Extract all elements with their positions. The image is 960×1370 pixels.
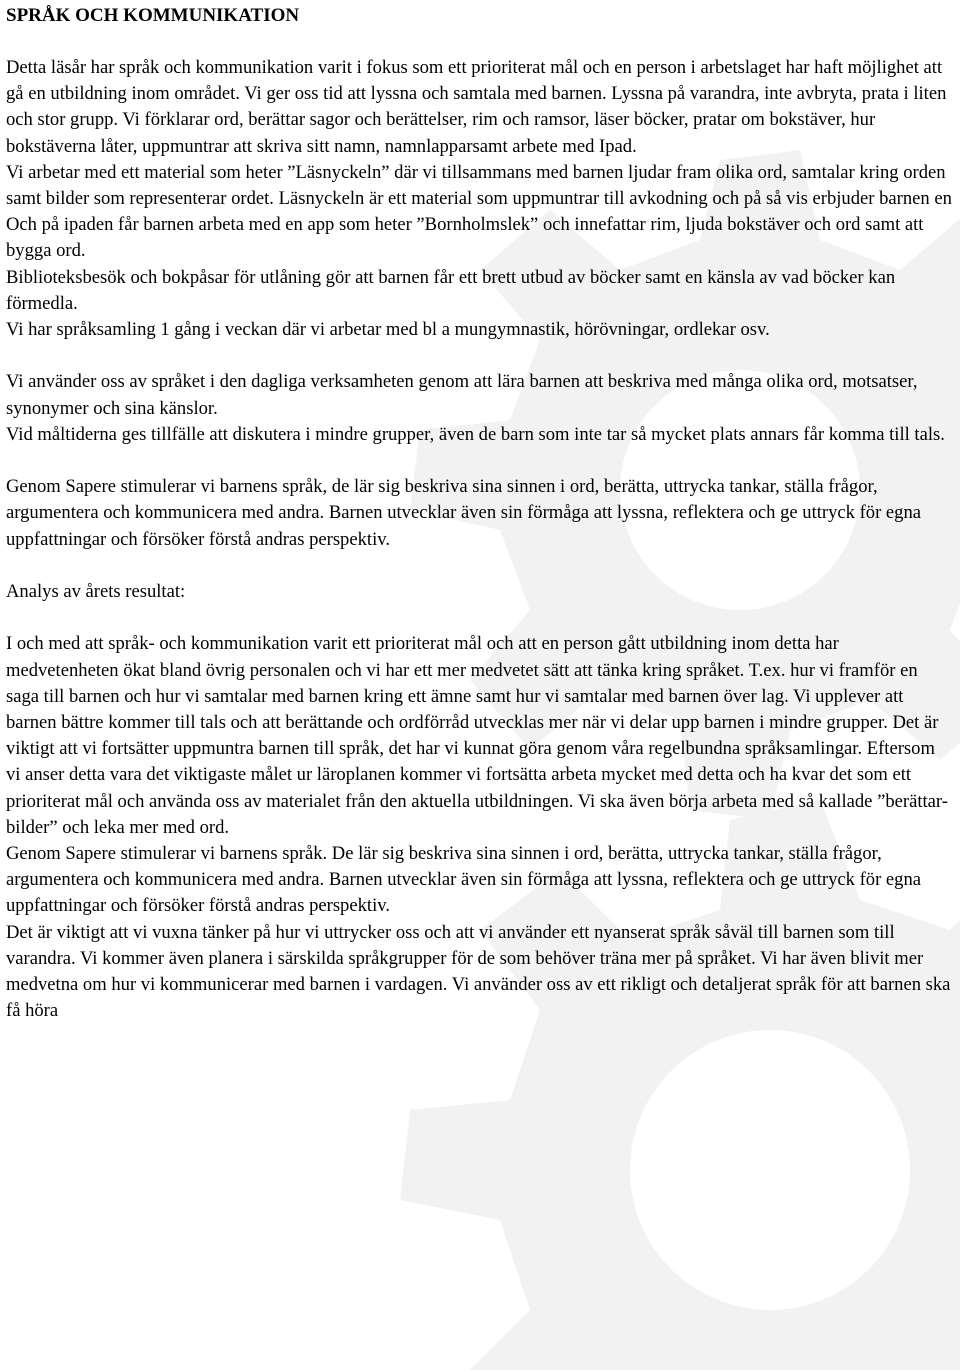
analysis-paragraph: I och med att språk- och kommunikation varit ett prioriterat mål och att en person gått utbildning inom detta har medvetenheten ökat bland övrig personalen och vi har ett mer medvetet sätt att tänka kring språket. T.ex. hur vi framför en saga till barnen och hur vi samtalar med barnen kring ett ämne samt hur vi samtalar med barnen över lag. Vi upplever att barnen bättre kommer till tals och att berättande och ordförråd utvecklas mer när vi delar upp barnen i mindre grupper. Det är viktigt att vi fortsätter uppmuntra barnen till språk, det har vi kunnat göra genom våra regelbundna språksamlingar. Eftersom vi anser detta vara det viktigaste målet ur läroplanen kommer vi fortsätta arbeta mycket med detta och ha kvar det som ett prioriterat mål och använda oss av materialet från den aktuella utbildningen. Vi ska även börja arbeta med så kallade ”berättar-bilder” och leka mer med ord. xyxy=(6,633,948,838)
daily-language-paragraph: Vi använder oss av språket i den dagliga verksamheten genom att lära barnen att beskriva med många olika ord, motsatser, synonymer och sina känslor. xyxy=(6,371,918,419)
document-body xyxy=(0,3,960,1024)
closing-paragraph: Det är viktigt att vi vuxna tänker på hur vi uttrycker oss och att vi använder ett nyanserat språk såväl till barnen som till varandra. Vi kommer även planera i särskilda språkgrupper för de som behöver träna mer på språket. Vi har även blivit mer medvetna om hur vi kommunicerar med barnen i vardagen. Vi använder oss av ett rikligt och detaljerat språk för att barnen ska få höra xyxy=(6,921,951,1022)
language-gathering-paragraph: Vi har språksamling 1 gång i veckan där vi arbetar med bl a mungymnastik, hörövningar, ordlekar osv. xyxy=(6,319,770,341)
sapere-analysis-paragraph: Genom Sapere stimulerar vi barnens språk. De lär sig beskriva sina sinnen i ord, berätta, uttrycka tankar, ställa frågor, argumentera och kommunicera med andra. Barnen utvecklar även sin förmåga att lyssna, reflektera och ge uttryck för egna uppfattningar och försöker förstå andras perspektiv. xyxy=(6,843,922,917)
mealtime-paragraph: Vid måltiderna ges tillfälle att diskutera i mindre grupper, även de barn som inte tar så mycket plats annars får komma till tals. xyxy=(6,423,945,445)
analysis-heading: Analys av årets resultat: xyxy=(6,581,186,603)
lasnyckeln-paragraph: Vi arbetar med ett material som heter ”Läsnyckeln” där vi tillsammans med barnen ljudar fram olika ord, samtalar kring orden samt bilder som representerar ordet. Läsnyckeln är ett material som uppmuntrar till avkodning och på så vis erbjuder barnen en Och på ipaden får barnen arbeta med en app som heter ”Bornholmslek” och innefattar rim, ljuda bokstäver och ord samt att bygga ord. xyxy=(6,161,952,262)
sapere-paragraph: Genom Sapere stimulerar vi barnens språk, de lär sig beskriva sina sinnen i ord, berätta, uttrycka tankar, ställa frågor, argumentera och kommunicera med andra. Barnen utvecklar även sin förmåga att lyssna, reflektera och ge uttryck för egna uppfattningar och försöker förstå andras perspektiv. xyxy=(6,476,922,550)
library-paragraph: Biblioteksbesök och bokpåsar för utlåning gör att barnen får ett brett utbud av böcker samt en känsla av vad böcker kan förmedla. xyxy=(6,266,896,314)
intro-paragraph: Detta läsår har språk och kommunikation varit i fokus som ett prioriterat mål och en person i arbetslaget har haft möjlighet att gå en utbildning inom området. Vi ger oss tid att lyssna och samtala med barnen. Lyssna på varandra, inte avbryta, prata i liten och stor grupp. Vi förklarar ord, berättar sagor och berättelser, rim och ramsor, läser böcker, pratar om bokstäver, hur bokstäverna låter, uppmuntrar att skriva sitt namn, namnlapparsamt arbete med Ipad. xyxy=(6,57,947,157)
page-title: SPRÅK OCH KOMMUNIKATION xyxy=(6,5,300,26)
